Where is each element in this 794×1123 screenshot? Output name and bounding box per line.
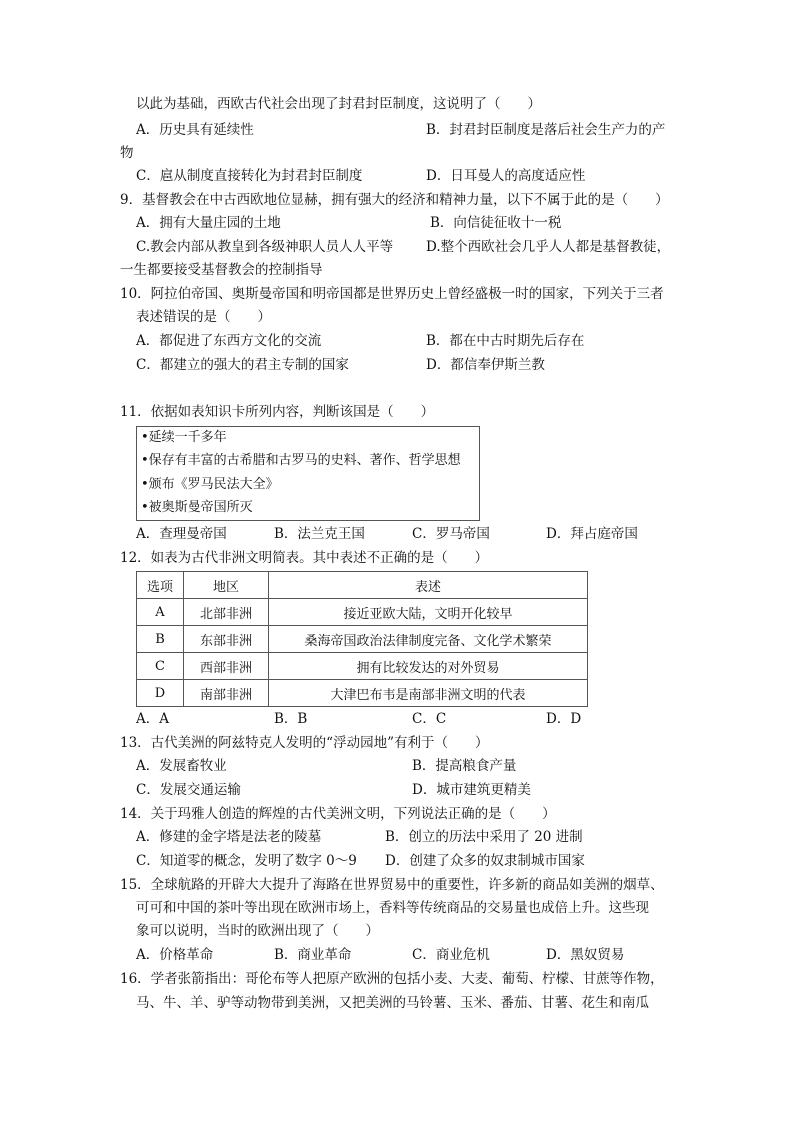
q14-option-b[interactable]: B．创立的历法中采用了 20 进制	[385, 829, 583, 845]
q13-option-c[interactable]: C．发展交通运输	[136, 782, 241, 798]
q9-option-c[interactable]: C.教会内部从教皇到各级神职人员人人平等	[136, 239, 394, 255]
q12-option-a[interactable]: A．A	[136, 711, 169, 727]
q8-option-a[interactable]: A．历史具有延续性	[136, 122, 254, 138]
table-cell: C	[137, 653, 184, 680]
table-row	[137, 599, 588, 626]
q14-option-a[interactable]: A．修建的金字塔是法老的陵墓	[136, 829, 322, 845]
q13-option-b[interactable]: B．提高粮食产量	[412, 758, 517, 774]
q8-option-c[interactable]: C．扈从制度直接转化为封君封臣制度	[136, 168, 363, 184]
q8-option-b-wrap: 物	[120, 145, 134, 161]
q11-card-item: •保存有丰富的古希腊和古罗马的史料、著作、哲学思想	[141, 453, 461, 468]
table-cell: 南部非洲	[184, 680, 269, 707]
q16-stem-line2: 马、牛、羊、驴等动物带到美洲，又把美洲的马铃薯、玉米、番茄、甘薯、花生和南瓜	[136, 995, 649, 1011]
q13-stem: 13．古代美洲的阿兹特克人发明的“浮动园地”有利于（ ）	[120, 735, 489, 751]
q10-stem-line2: 表述错误的是（ ）	[136, 309, 271, 325]
q10-option-c[interactable]: C．都建立的强大的君主专制的国家	[136, 357, 349, 373]
q9-option-d-wrap: 一生都要接受基督教会的控制指导	[120, 262, 323, 278]
table-cell: 大津巴布韦是南部非洲文明的代表	[269, 680, 588, 707]
q11-stem: 11．依据如表知识卡所列内容，判断该国是（ ）	[120, 404, 435, 420]
q14-option-d[interactable]: D．创建了众多的奴隶制城市国家	[385, 853, 585, 869]
table-cell: 桑海帝国政治法律制度完备、文化学术繁荣	[269, 626, 588, 653]
q11-option-c[interactable]: C．罗马帝国	[412, 526, 490, 542]
q9-option-a[interactable]: A．拥有大量庄园的土地	[136, 215, 281, 231]
q16-stem-line1: 16．学者张箭指出：哥伦布等人把原产欧洲的包括小麦、大麦、葡萄、柠檬、甘蔗等作物，	[120, 971, 664, 987]
q13-option-d[interactable]: D．城市建筑更精美	[412, 782, 531, 798]
q10-option-b[interactable]: B．都在中古时期先后存在	[426, 333, 585, 349]
q15-option-c[interactable]: C．商业危机	[412, 947, 490, 963]
q15-stem-line1: 15．全球航路的开辟大大提升了海路在世界贸易中的重要性，许多新的商品如美洲的烟草、	[120, 877, 664, 893]
q14-option-c[interactable]: C．知道零的概念，发明了数字 0～9	[136, 853, 357, 869]
table-cell: D	[137, 680, 184, 707]
table-row	[137, 680, 588, 707]
q11-knowledge-card	[136, 426, 480, 521]
africa-civilization-table	[136, 571, 588, 707]
q10-stem-line1: 10．阿拉伯帝国、奥斯曼帝国和明帝国都是世界历史上曾经盛极一时的国家，下列关于三者	[120, 286, 664, 302]
table-cell: 拥有比较发达的对外贸易	[269, 653, 588, 680]
q8-option-d[interactable]: D．日耳曼人的高度适应性	[426, 168, 586, 184]
table-row	[137, 626, 588, 653]
q11-option-a[interactable]: A．查理曼帝国	[136, 526, 227, 542]
q11-card-item: •被奥斯曼帝国所灭	[141, 500, 253, 515]
table-cell: A	[137, 599, 184, 626]
q15-stem-line3: 象可以说明，当时的欧洲出现了（ ）	[136, 923, 379, 939]
q9-stem: 9．基督教会在中古西欧地位显赫，拥有强大的经济和精神力量，以下不属于此的是（ ）	[120, 192, 669, 208]
table-header: 地区	[184, 572, 269, 599]
q12-option-c[interactable]: C．C	[412, 711, 447, 727]
q11-card-item: •颁布《罗马民法大全》	[141, 477, 279, 492]
q12-option-d[interactable]: D．D	[546, 711, 582, 727]
q10-option-d[interactable]: D．都信奉伊斯兰教	[426, 357, 545, 373]
q11-option-d[interactable]: D．拜占庭帝国	[546, 526, 638, 542]
table-header: 选项	[137, 572, 184, 599]
q15-option-a[interactable]: A．价格革命	[136, 947, 214, 963]
q15-option-b[interactable]: B．商业革命	[274, 947, 352, 963]
q11-card-item: •延续一千多年	[141, 430, 227, 445]
q15-option-d[interactable]: D．黑奴贸易	[546, 947, 625, 963]
table-header-row	[137, 572, 588, 599]
q9-option-d[interactable]: D.整个西欧社会几乎人人都是基督教徒，	[426, 239, 671, 255]
q10-option-a[interactable]: A．都促进了东西方文化的交流	[136, 333, 322, 349]
table-cell: B	[137, 626, 184, 653]
q12-option-b[interactable]: B．B	[274, 711, 308, 727]
table-cell: 北部非洲	[184, 599, 269, 626]
table-cell: 西部非洲	[184, 653, 269, 680]
q11-option-b[interactable]: B．法兰克王国	[274, 526, 365, 542]
q9-option-b[interactable]: B．向信徒征收十一税	[430, 215, 562, 231]
q15-stem-line2: 可可和中国的茶叶等出现在欧洲市场上，香料等传统商品的交易量也成倍上升。这些现	[136, 900, 649, 916]
table-cell: 东部非洲	[184, 626, 269, 653]
q8-option-b[interactable]: B．封君封臣制度是落后社会生产力的产	[426, 122, 666, 138]
q14-stem: 14．关于玛雅人创造的辉煌的古代美洲文明，下列说法正确的是（ ）	[120, 806, 556, 822]
q8-stem: 以此为基础，西欧古代社会出现了封君封臣制度，这说明了（ ）	[136, 96, 541, 112]
q12-stem: 12．如表为古代非洲文明简表。其中表述不正确的是（ ）	[120, 550, 489, 566]
table-cell: 接近亚欧大陆，文明开化较早	[269, 599, 588, 626]
table-row	[137, 653, 588, 680]
table-header: 表述	[269, 572, 588, 599]
q13-option-a[interactable]: A．发展畜牧业	[136, 758, 227, 774]
